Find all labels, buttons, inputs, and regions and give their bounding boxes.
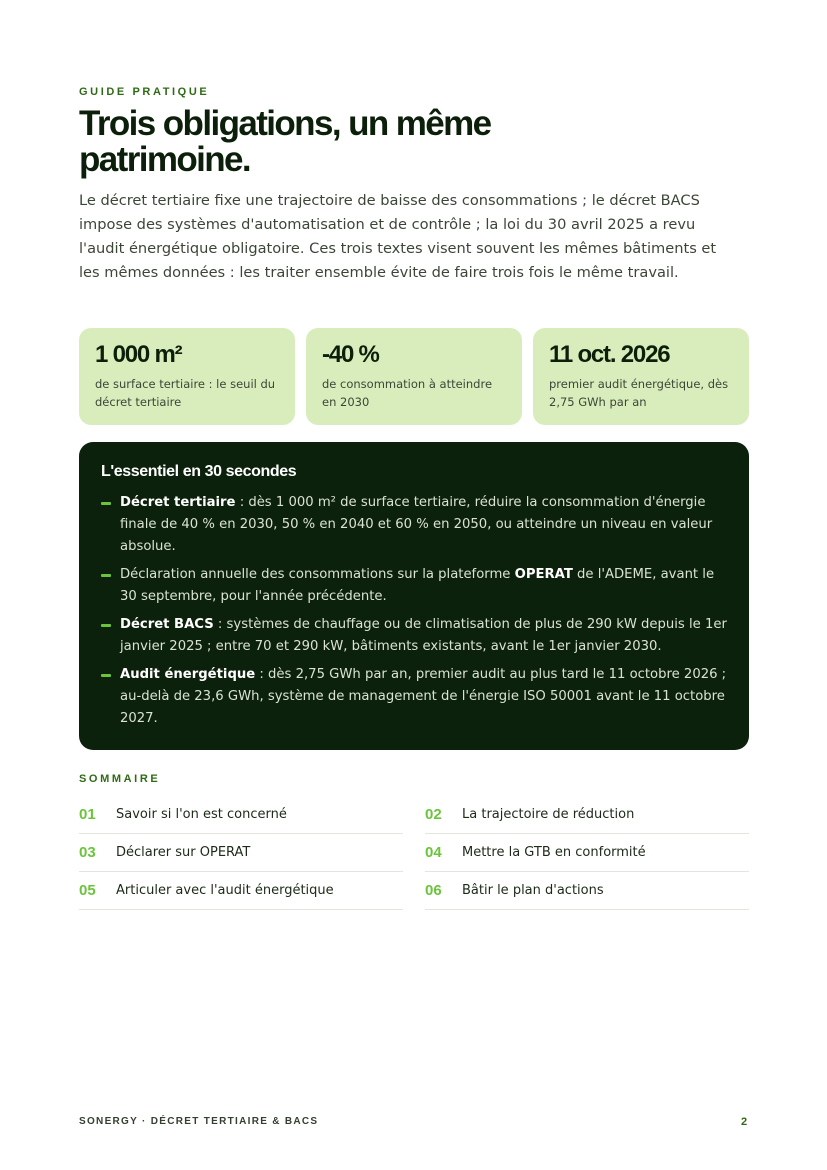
stats-row (79, 328, 749, 425)
toc-label: Bâtir le plan d'actions (462, 883, 604, 898)
dash-bullet-icon (101, 502, 111, 505)
essentiel-title: L'essentiel en 30 secondes (101, 463, 297, 480)
footer-text: SONERGY · DÉCRET TERTIAIRE & BACS (79, 1116, 319, 1127)
item-bold: Décret tertiaire (120, 495, 236, 510)
toc-number: 06 (425, 882, 442, 899)
essentiel-list (101, 492, 727, 730)
essentiel-item: Audit énergétique : dès 2,75 GWh par an, premier audit au plus tard le 11 octobre 2026 ; au-delà de 23,6 GWh, système de management de l'énergie ISO 50001 avant le 11 octobre 2027. (101, 664, 727, 730)
dash-bullet-icon (101, 574, 111, 577)
item-bold: Audit énergétique (120, 667, 256, 682)
stat-value: 11 oct. 2026 (549, 341, 670, 368)
toc-item[interactable] (79, 834, 403, 872)
toc-number: 01 (79, 806, 96, 823)
stat-card (79, 328, 295, 425)
essentiel-item: Décret tertiaire : dès 1 000 m² de surface tertiaire, réduire la consommation d'énergie finale de 40 % en 2030, 50 % en 2040 et 60 % en 2050, ou atteindre un niveau en valeur absolue. (101, 492, 727, 558)
toc-label: Mettre la GTB en conformité (462, 845, 646, 860)
dash-bullet-icon (101, 674, 111, 677)
page-title: Trois obligations, un même patrimoine. (79, 104, 491, 179)
stat-card (306, 328, 522, 425)
toc-item[interactable] (425, 796, 749, 834)
stat-caption: premier audit énergétique, dès 2,75 GWh par an (549, 377, 729, 409)
intro-paragraph: Le décret tertiaire fixe une trajectoire de baisse des consommations ; le décret BACS impose des systèmes d'automatisation et de contrôle ; la loi du 30 avril 2025 a revu l'audit énergétique obligatoire. Ces trois textes visent souvent les mêmes bâtiments et les mêmes données : les traiter ensemble évite de faire trois fois le même travail. (79, 192, 717, 281)
stat-caption: de surface tertiaire : le seuil du décret tertiaire (95, 377, 276, 409)
item-bold: Décret BACS (120, 617, 214, 632)
dash-bullet-icon (101, 624, 111, 627)
page-number: 2 (741, 1116, 748, 1128)
item-bold: OPERAT (514, 567, 573, 582)
stat-value: 1 000 m² (95, 341, 182, 368)
toc-number: 03 (79, 844, 96, 861)
toc-label: Déclarer sur OPERAT (116, 845, 251, 860)
toc-label: Savoir si l'on est concerné (116, 807, 287, 822)
toc-label: La trajectoire de réduction (462, 807, 635, 822)
toc-item[interactable] (425, 872, 749, 910)
essentiel-item: Déclaration annuelle des consommations sur la plateforme OPERAT de l'ADEME, avant le 30 septembre, pour l'année précédente. (101, 564, 727, 608)
essentiel-item: Décret BACS : systèmes de chauffage ou de climatisation de plus de 290 kW depuis le 1er janvier 2025 ; entre 70 et 290 kW, bâtiments existants, avant le 1er janvier 2030. (101, 614, 727, 658)
stat-value: -40 % (322, 341, 379, 368)
stat-caption: de consommation à atteindre en 2030 (322, 377, 493, 409)
toc-label: Articuler avec l'audit énergétique (116, 883, 334, 898)
stat-card (533, 328, 749, 425)
toc-item[interactable] (425, 834, 749, 872)
toc-number: 05 (79, 882, 96, 899)
toc-number: 02 (425, 806, 442, 823)
eyebrow-label: GUIDE PRATIQUE (79, 86, 210, 98)
essentiel-box (79, 442, 749, 750)
sommaire-label: SOMMAIRE (79, 773, 161, 785)
toc-item[interactable] (79, 872, 403, 910)
toc-number: 04 (425, 844, 442, 861)
toc-item[interactable] (79, 796, 403, 834)
